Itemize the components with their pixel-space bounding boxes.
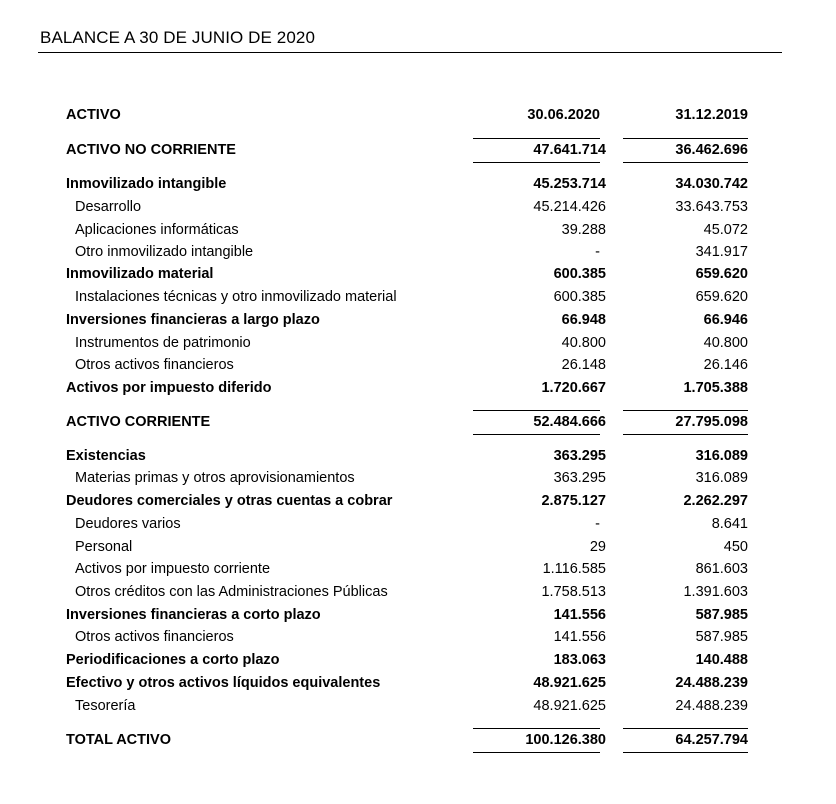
- row-label: ACTIVO NO CORRIENTE: [66, 142, 236, 158]
- rule-top-2019: [623, 728, 748, 729]
- row-value-2019: 341.917: [695, 244, 748, 260]
- rule-top-2019: [623, 410, 748, 411]
- table-row-group: [66, 377, 756, 399]
- row-value-2019: 2.262.297: [683, 493, 748, 509]
- row-value-2020: 2.875.127: [541, 493, 606, 509]
- row-value-2019: 26.146: [703, 357, 748, 373]
- row-value-2019: 64.257.794: [675, 732, 748, 748]
- row-value-2019: 27.795.098: [675, 414, 748, 430]
- row-value-2019: 40.800: [703, 335, 748, 351]
- table-row-detail: [66, 626, 756, 648]
- row-value-2019: 316.089: [695, 448, 748, 464]
- row-label: Tesorería: [75, 698, 136, 714]
- table-row-group: [66, 604, 756, 626]
- rule-bottom-2020: [473, 162, 600, 163]
- rule-top-2020: [473, 728, 600, 729]
- row-value-2020: 363.295: [553, 448, 606, 464]
- table-row-detail: [66, 286, 756, 308]
- row-value-2019: 1.705.388: [683, 380, 748, 396]
- table-row-detail: [66, 354, 756, 376]
- row-value-2019: 659.620: [695, 266, 748, 282]
- row-value-2019: 659.620: [695, 289, 748, 305]
- table-row-detail: [66, 581, 756, 603]
- row-value-2020: 40.800: [561, 335, 606, 351]
- table-row-detail: [66, 467, 756, 489]
- row-value-2020: 47.641.714: [533, 142, 606, 158]
- row-value-2020: 26.148: [561, 357, 606, 373]
- table-row-total: [66, 139, 756, 161]
- row-value-2020: 183.063: [553, 652, 606, 668]
- row-value-2020: 45.214.426: [533, 199, 606, 215]
- table-row-group: [66, 309, 756, 331]
- rule-bottom-2019: [623, 162, 748, 163]
- table-row-group: [66, 672, 756, 694]
- row-value-2020: 52.484.666: [533, 414, 606, 430]
- row-label: Materias primas y otros aprovisionamientos: [75, 470, 355, 486]
- row-value-2020: 363.295: [553, 470, 606, 486]
- row-label: Inversiones financieras a largo plazo: [66, 312, 320, 328]
- table-row-detail: [66, 558, 756, 580]
- row-value-2019: 66.946: [703, 312, 748, 328]
- row-value-2019: 34.030.742: [675, 176, 748, 192]
- row-label: Periodificaciones a corto plazo: [66, 652, 280, 668]
- header-label: ACTIVO: [66, 107, 121, 123]
- row-value-2019: 316.089: [695, 470, 748, 486]
- row-label: TOTAL ACTIVO: [66, 732, 171, 748]
- row-label: Deudores comerciales y otras cuentas a cobrar: [66, 493, 393, 509]
- table-row-group: [66, 263, 756, 285]
- header-col-2020: 30.06.2020: [527, 107, 600, 123]
- row-value-2019: 45.072: [703, 222, 748, 238]
- row-value-2019: 8.641: [711, 516, 748, 532]
- row-value-2019: 140.488: [695, 652, 748, 668]
- row-value-2020: -: [595, 516, 600, 532]
- table-row-detail: [66, 241, 756, 263]
- rule-top-2019: [623, 138, 748, 139]
- row-label: Instalaciones técnicas y otro inmovilizado material: [75, 289, 397, 305]
- row-value-2020: 29: [589, 539, 606, 555]
- row-label: Instrumentos de patrimonio: [75, 335, 251, 351]
- table-row-group: [66, 173, 756, 195]
- row-value-2019: 36.462.696: [675, 142, 748, 158]
- row-label: Otros activos financieros: [75, 629, 234, 645]
- header-col-2019: 31.12.2019: [675, 107, 748, 123]
- row-value-2019: 1.391.603: [683, 584, 748, 600]
- row-label: Activos por impuesto corriente: [75, 561, 271, 577]
- row-label: Existencias: [66, 448, 146, 464]
- row-value-2020: 1.116.585: [542, 561, 606, 577]
- row-label: Inversiones financieras a corto plazo: [66, 607, 321, 623]
- row-label: ACTIVO CORRIENTE: [66, 414, 211, 430]
- row-value-2019: 587.985: [695, 607, 748, 623]
- row-value-2020: 600.385: [553, 266, 606, 282]
- row-value-2020: 45.253.714: [533, 176, 606, 192]
- rule-bottom-2020: [473, 752, 600, 753]
- row-label: Deudores varios: [75, 516, 181, 532]
- row-value-2020: 39.288: [561, 222, 606, 238]
- row-label: Personal: [75, 539, 133, 555]
- row-value-2020: 600.385: [553, 289, 606, 305]
- row-value-2019: 861.603: [695, 561, 748, 577]
- row-value-2020: 100.126.380: [525, 732, 606, 748]
- row-value-2020: 141.556: [553, 629, 606, 645]
- rule-bottom-2020: [473, 434, 600, 435]
- row-label: Otros activos financieros: [75, 357, 234, 373]
- rule-bottom-2019: [623, 752, 748, 753]
- row-value-2019: 33.643.753: [675, 199, 748, 215]
- table-row-detail: [66, 196, 756, 218]
- row-label: Desarrollo: [75, 199, 142, 215]
- table-row-detail: [66, 332, 756, 354]
- rule-bottom-2019: [623, 434, 748, 435]
- row-value-2019: 587.985: [695, 629, 748, 645]
- rule-top-2020: [473, 138, 600, 139]
- table-row-total: [66, 411, 756, 433]
- row-label: Activos por impuesto diferido: [66, 380, 272, 396]
- rule-top-2020: [473, 410, 600, 411]
- row-label: Inmovilizado material: [66, 266, 214, 282]
- title-underline: [38, 52, 782, 53]
- table-header: [66, 104, 756, 126]
- row-value-2019: 24.488.239: [675, 675, 748, 691]
- row-value-2020: 48.921.625: [533, 675, 606, 691]
- row-value-2020: 48.921.625: [533, 698, 606, 714]
- row-label: Efectivo y otros activos líquidos equivalentes: [66, 675, 381, 691]
- row-value-2020: 1.720.667: [541, 380, 606, 396]
- table-row-group: [66, 490, 756, 512]
- table-row-total: [66, 729, 756, 751]
- table-row-group: [66, 445, 756, 467]
- row-label: Otro inmovilizado intangible: [75, 244, 254, 260]
- document-title: BALANCE A 30 DE JUNIO DE 2020: [40, 28, 316, 47]
- row-label: Aplicaciones informáticas: [75, 222, 239, 238]
- table-row-detail: [66, 695, 756, 717]
- table-row-detail: [66, 513, 756, 535]
- row-value-2020: 1.758.513: [541, 584, 606, 600]
- row-value-2019: 24.488.239: [675, 698, 748, 714]
- table-row-group: [66, 649, 756, 671]
- row-value-2020: 141.556: [553, 607, 606, 623]
- row-label: Inmovilizado intangible: [66, 176, 227, 192]
- row-value-2020: 66.948: [561, 312, 606, 328]
- table-row-detail: [66, 536, 756, 558]
- row-value-2020: -: [595, 244, 600, 260]
- table-row-detail: [66, 219, 756, 241]
- row-value-2019: 450: [723, 539, 748, 555]
- row-label: Otros créditos con las Administraciones Públicas: [75, 584, 388, 600]
